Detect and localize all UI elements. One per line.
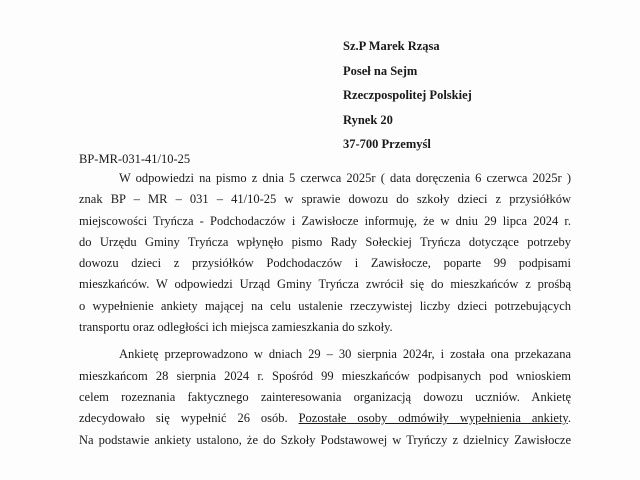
paragraph-1-line-1: W odpowiedzi na pismo z dnia 5 czerwca 2025r ( data doręczenia 6 czerwca 2025r ) [119,171,571,185]
reference-number: BP-MR-031-41/10-25 [79,152,191,166]
addressee-city: 37-700 Przemyśl [343,137,431,151]
paragraph-2-line-2: mieszkańcom 28 sierpnia 2024 r. Spośród 99 mieszkańców podpisanych pod wnioskiem [79,368,571,383]
addressee-institution: Rzeczpospolitej Polskiej [343,88,472,102]
paragraph-2-line-5: Na podstawie ankiety ustalono, że do Szkoły Podstawowej w Tryńczy z dzielnicy Zawisłocze [79,432,571,447]
paragraph-2-line-4 [79,408,571,429]
letter-body [79,168,571,451]
paragraph-1 [79,168,571,189]
paragraph-1-line-7: o wypełnienie ankiety mającej na celu ustalenie rzeczywistej liczby dzieci potrzebujących [79,298,571,313]
addressee-name: Sz.P Marek Rząsa [343,39,440,53]
addressee-street: Rynek 20 [343,112,393,127]
paragraph-2 [79,344,571,365]
paragraph-2-line-3: celem rozeznania faktycznego zainteresowania organizacją dowozu uczniów. Ankietę [79,389,571,404]
paragraph-1-line-4: do Urzędu Gminy Tryńcza wpłynęło pismo Rady Sołeckiej Tryńcza dotyczące potrzeby [79,234,571,249]
paragraph-1-line-2: znak BP – MR – 031 – 41/10-25 w sprawie dowozu do szkoły dzieci z przysiółków [79,192,571,207]
sentence-period: . [567,411,571,426]
underlined-sentence: Pozostałe osoby odmówiły wypełnienia ankiety [298,411,568,426]
addressee-block [343,34,472,157]
paragraph-1-line-3: miejscowości Tryńcza - Podchodaczów i Zawisłocze informuję, że w dniu 29 lipca 2024 r. [79,213,571,228]
addressee-title: Poseł na Sejm [343,63,418,78]
paragraph-1-line-8: transportu oraz odległości ich miejsca zamieszkania do szkoły. [79,320,393,335]
paragraph-1-line-6: mieszkańców. W odpowiedzi Urząd Gminy Tryńcza zwrócił się do mieszkańców z prośbą [79,277,571,292]
paragraph-2-line-4-text: zdecydowało się wypełnić 26 osób. [79,411,288,426]
paragraph-2-line-1: Ankietę przeprowadzono w dniach 29 – 30 sierpnia 2024r, i została ona przekazana [119,347,571,362]
paragraph-1-line-5: dowozu dzieci z przysiółków Podchodaczów i Zawisłocze, poparte 99 podpisami [79,256,571,271]
